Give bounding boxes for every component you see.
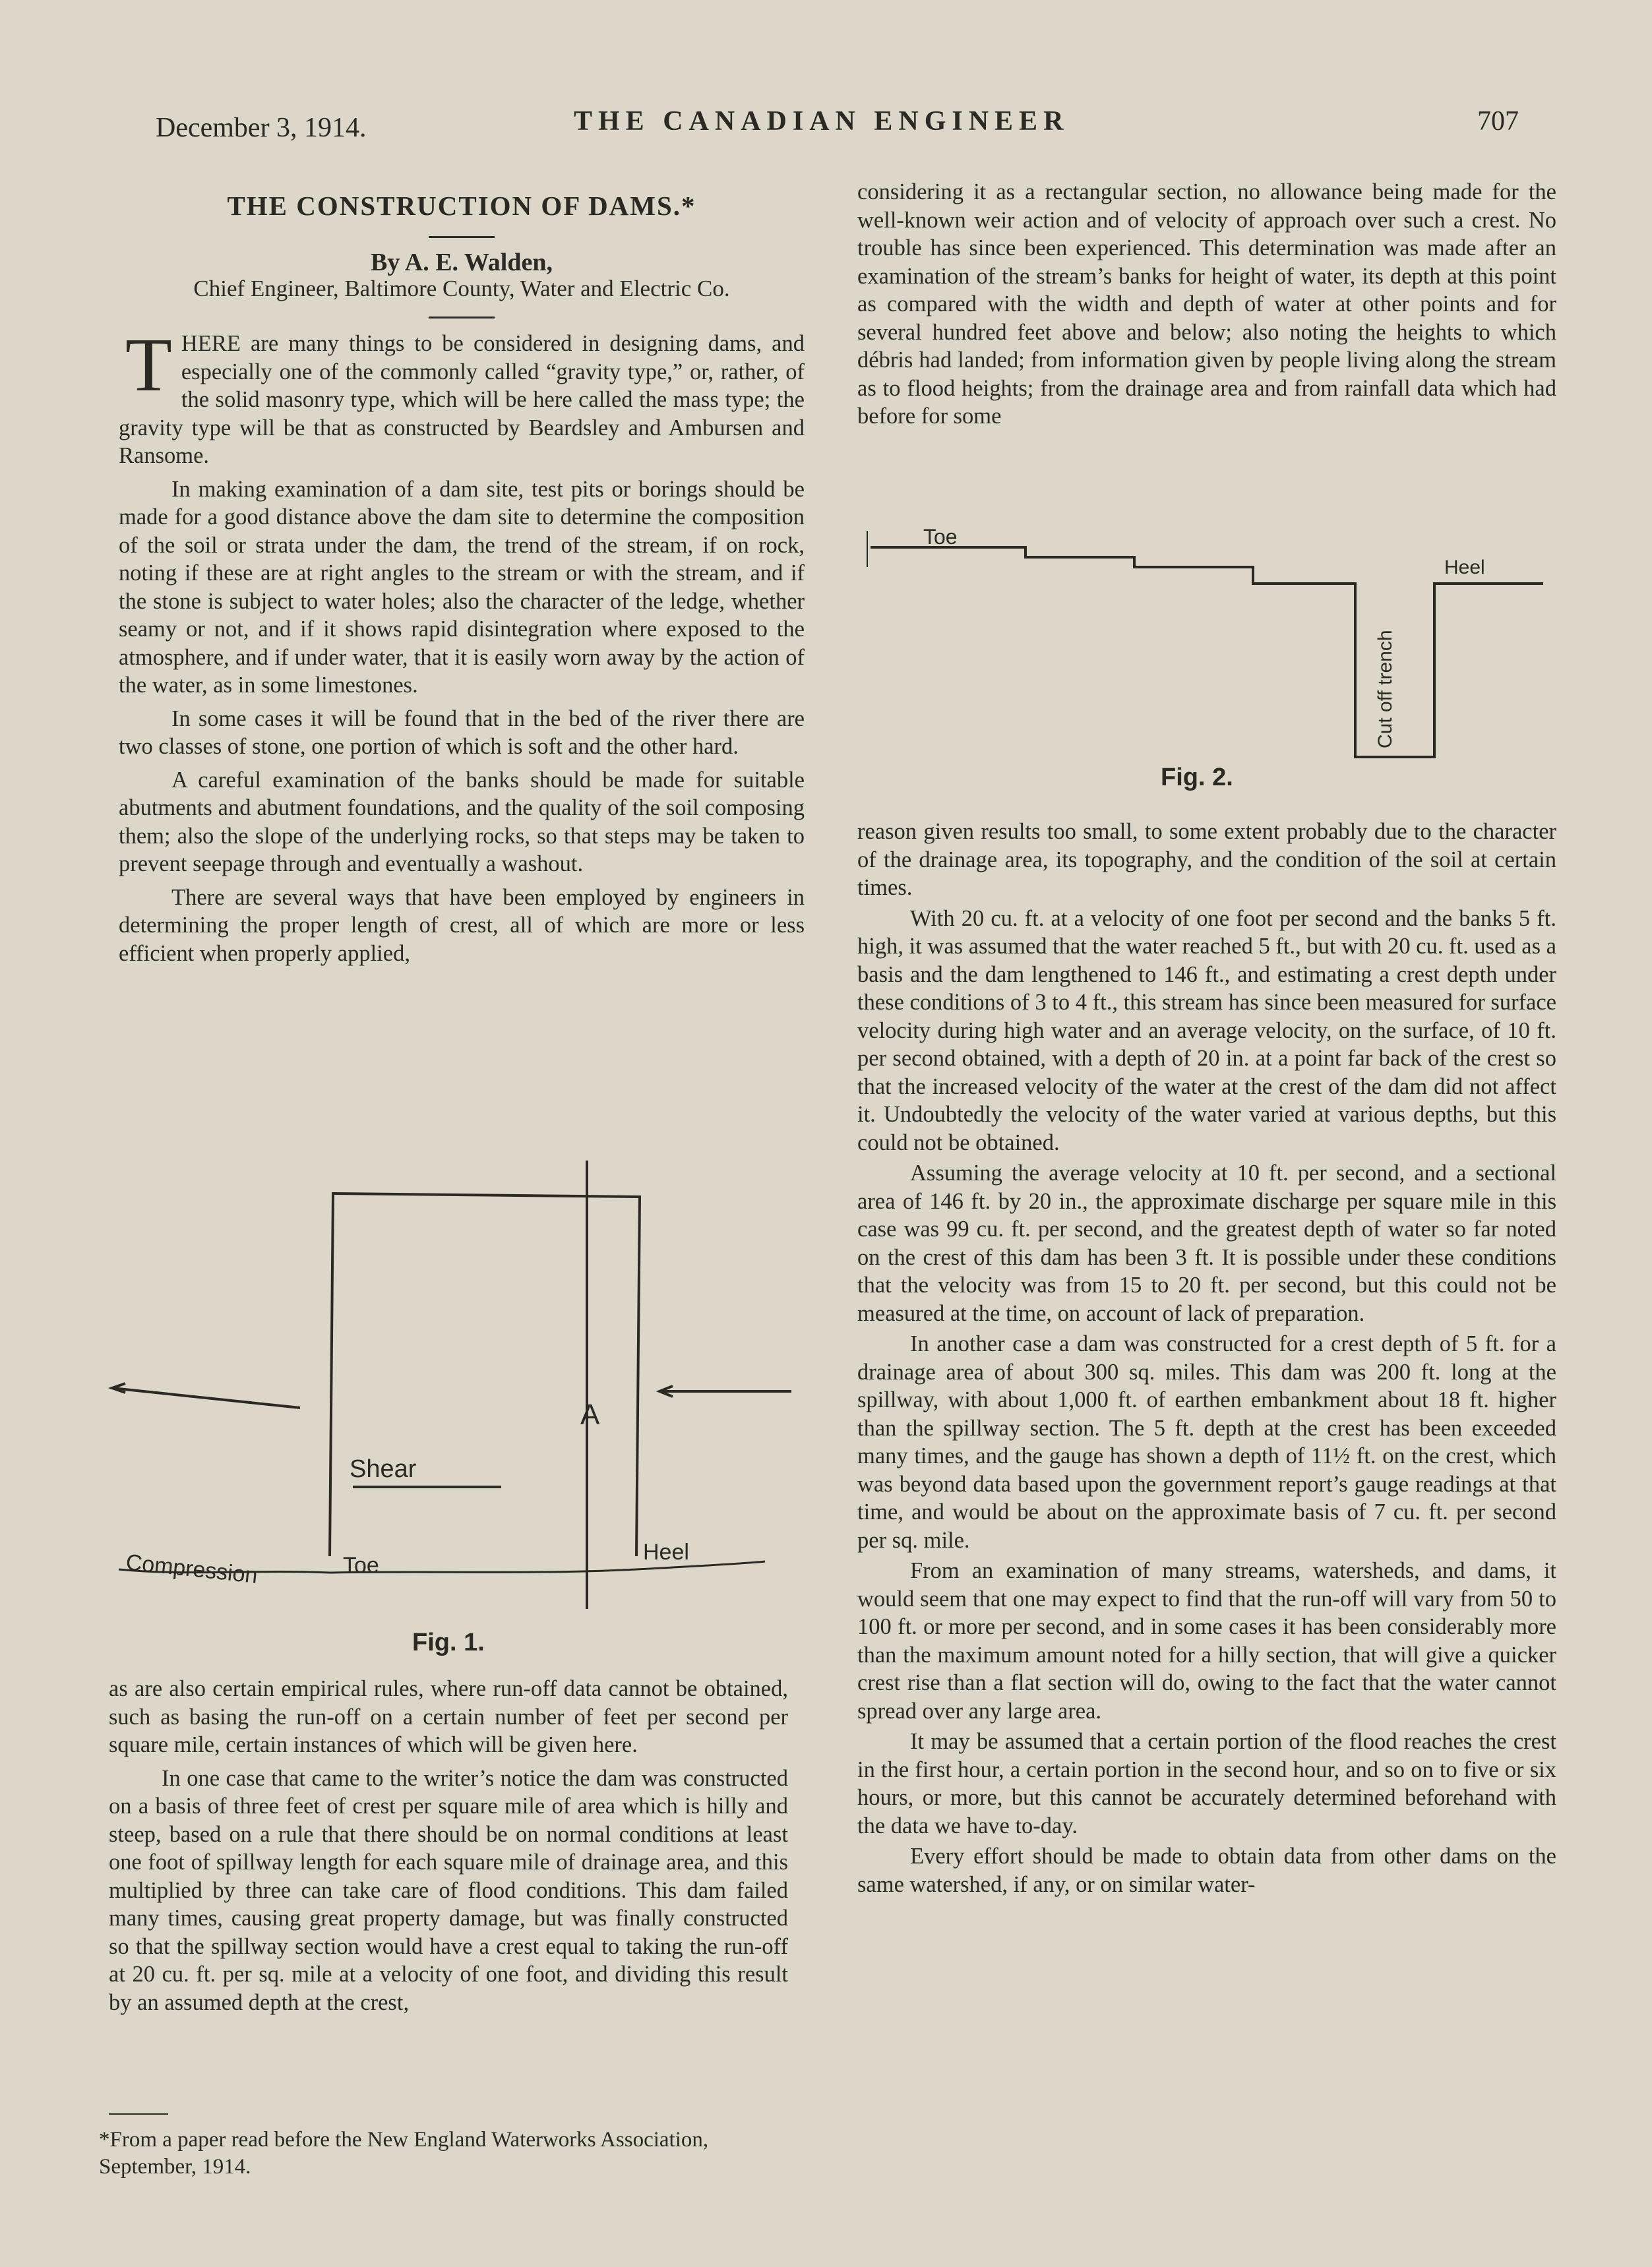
- page-number: 707: [1477, 106, 1519, 136]
- issue-date: December 3, 1914.: [156, 113, 367, 143]
- title-rule: [429, 236, 495, 238]
- footnote: *From a paper read before the New England Waterworks Association, September, 1914.: [99, 2128, 709, 2179]
- figure-1: [106, 1147, 805, 1622]
- label-toe: Toe: [923, 525, 958, 549]
- figure-1-drawing: [106, 1147, 805, 1622]
- right-column-lower: [857, 818, 1556, 1898]
- paragraph: [119, 323, 805, 470]
- paragraph: From an examination of many streams, watersheds, and dams, it would seem that one may expect to find that the run-off will vary from 50 to 100 ft. or more per second, and in some cases it has been considerably more than the maximum amount noted for a hilly section, that will give a quicker crest rise than a flat section will do, owing to the fact that the water cannot spread over any large area.: [857, 1558, 1556, 1724]
- paragraph: In some cases it will be found that in the bed of the river there are two classes of stone, one portion of which is soft and the other hard.: [119, 706, 805, 759]
- author-affiliation: Chief Engineer, Baltimore County, Water and Electric Co.: [193, 276, 730, 301]
- label-compression: Compression: [125, 1550, 259, 1588]
- paragraph: A careful examination of the banks should be made for suitable abutments and abutment foundations, and the quality of the soil composing them; also the slope of the underlying rocks, so that steps may be taken to prevent seepage through and eventually a washout.: [119, 767, 805, 876]
- paragraph: With 20 cu. ft. at a velocity of one foot per second and the banks 5 ft. high, it was assumed that the water reached 5 ft., but with 20 cu. ft. used as a basis and the dam lengthened to 146 ft., and estimating a crest depth under these conditions of 3 to 4 ft., this stream has since been measured for surface velocity during high water and an average velocity, on the surface, of 10 ft. per second obtained, with a depth of 20 in. at a point far back of the crest so that the increased velocity of the water at the crest of the dam did not affect it. Undoubtedly the velocity of the water varied at various depths, but this could not be obtained.: [857, 905, 1556, 1155]
- paragraph: considering it as a rectangular section, no allowance being made for the well-known weir action and of velocity of approach over such a crest. No trouble has since been experienced. This determination was made after an examination of the stream’s banks for height of water, its depth at this point as compared with the width and depth of water at other points and for several hundred feet above and below; also noting the heights to which débris had landed; from information given by people living along the stream as to flood heights; from the drainage area and from rainfall data which had before for some: [857, 179, 1556, 429]
- right-column-upper: [857, 178, 1556, 431]
- footnote-rule: [109, 2113, 168, 2115]
- byline-rule: [429, 317, 495, 318]
- dam-outline: [330, 1194, 640, 1556]
- label-a: A: [580, 1399, 600, 1431]
- journal-title: THE CANADIAN ENGINEER: [574, 106, 1070, 136]
- paragraph: as are also certain empirical rules, where run-off data cannot be obtained, such as basing the run-off on a certain number of feet per second per square mile, certain instances of which will be given here.: [109, 1676, 788, 1757]
- byline: By A. E. Walden,: [371, 249, 553, 276]
- article-title: THE CONSTRUCTION OF DAMS.*: [227, 191, 696, 221]
- label-toe: Toe: [343, 1553, 379, 1578]
- label-cut-off-trench: Cut off trench: [1374, 630, 1396, 748]
- paragraph: reason given results too small, to some extent probably due to the character of the drainage area, its topography, and the condition of the soil at certain times.: [857, 819, 1556, 900]
- drop-cap: T: [125, 323, 172, 408]
- paragraph: Every effort should be made to obtain data from other dams on the same watershed, if any, or on similar water-: [857, 1844, 1556, 1897]
- figure-1-caption: Fig. 1.: [412, 1629, 485, 1656]
- paragraph: In one case that came to the writer’s notice the dam was constructed on a basis of three feet of crest per square mile of area which is hilly and steep, based on a rule that there should be on normal conditions at least one foot of spillway length for each square mile of drainage area, and this multiplied by three can take care of flood conditions. This dam failed many times, causing great property damage, but was finally constructed so that the spillway section would have a crest equal to taking the run-off at 20 cu. ft. per sq. mile at a velocity of one foot, and dividing this result by an assumed depth at the crest,: [109, 1765, 788, 2015]
- figure-2-caption: Fig. 2.: [1161, 764, 1233, 791]
- page-header: [0, 106, 1652, 158]
- label-shear: Shear: [350, 1455, 417, 1483]
- figure-2: [864, 521, 1550, 771]
- paragraph: Assuming the average velocity at 10 ft. per second, and a sectional area of 146 ft. by 20 in., the approximate discharge per square mile in this case was 99 cu. ft. per second, and the greatest depth of water so far noted on the crest of this dam has been 3 ft. It is possible under these conditions that the velocity was from 15 to 20 ft. per second, but this could not be measured at the time, on account of lack of preparation.: [857, 1161, 1556, 1326]
- paragraph: In another case a dam was constructed for a crest depth of 5 ft. for a drainage area of about 300 sq. miles. This dam was 200 ft. long at the spillway, with about 1,000 ft. of earthen embankment about 18 ft. higher than the spillway section. The 5 ft. depth at the crest has been exceeded many times, and the gauge has shown a depth of 11½ ft. on the crest, which was beyond data based upon the government report’s gauge readings at that time, and would be about on the approximate basis of 7 cu. ft. per second per sq. mile.: [857, 1331, 1556, 1553]
- label-heel: Heel: [643, 1540, 689, 1565]
- paragraph: There are several ways that have been employed by engineers in determining the proper length of crest, all of which are more or less efficient when properly applied,: [119, 884, 805, 966]
- paragraph: It may be assumed that a certain portion of the flood reaches the crest in the first hour, a certain portion in the second hour, and so on to five or six hours, or more, but this cannot be accurately determined beforehand with the data we have to-day.: [857, 1729, 1556, 1838]
- discharge-arrow-line: [112, 1388, 300, 1408]
- left-column-upper: [119, 323, 805, 967]
- dam-profile: [871, 547, 1543, 757]
- label-heel: Heel: [1444, 557, 1485, 578]
- figure-2-drawing: [864, 521, 1550, 771]
- paragraph-text: HERE are many things to be considered in designing dams, and especially one of the commonly called “gravity type,” or, rather, of the solid masonry type, which will be here called the mass type; the gravity type will be that as constructed by Beardsley and Ambursen and Ransome.: [119, 331, 805, 468]
- paragraph: In making examination of a dam site, test pits or borings should be made for a good distance above the dam site to determine the composition of the soil or strata under the dam, the trend of the stream, if on rock, noting if these are at right angles to the stream or with the stream, and if the stone is subject to water holes; also the character of the ledge, whether seamy or not, and if it shows rapid disintegration where exposed to the atmosphere, and if under water, that it is easily worn away by the action of the water, as in some limestones.: [119, 476, 805, 698]
- left-column-lower: [109, 1675, 788, 2016]
